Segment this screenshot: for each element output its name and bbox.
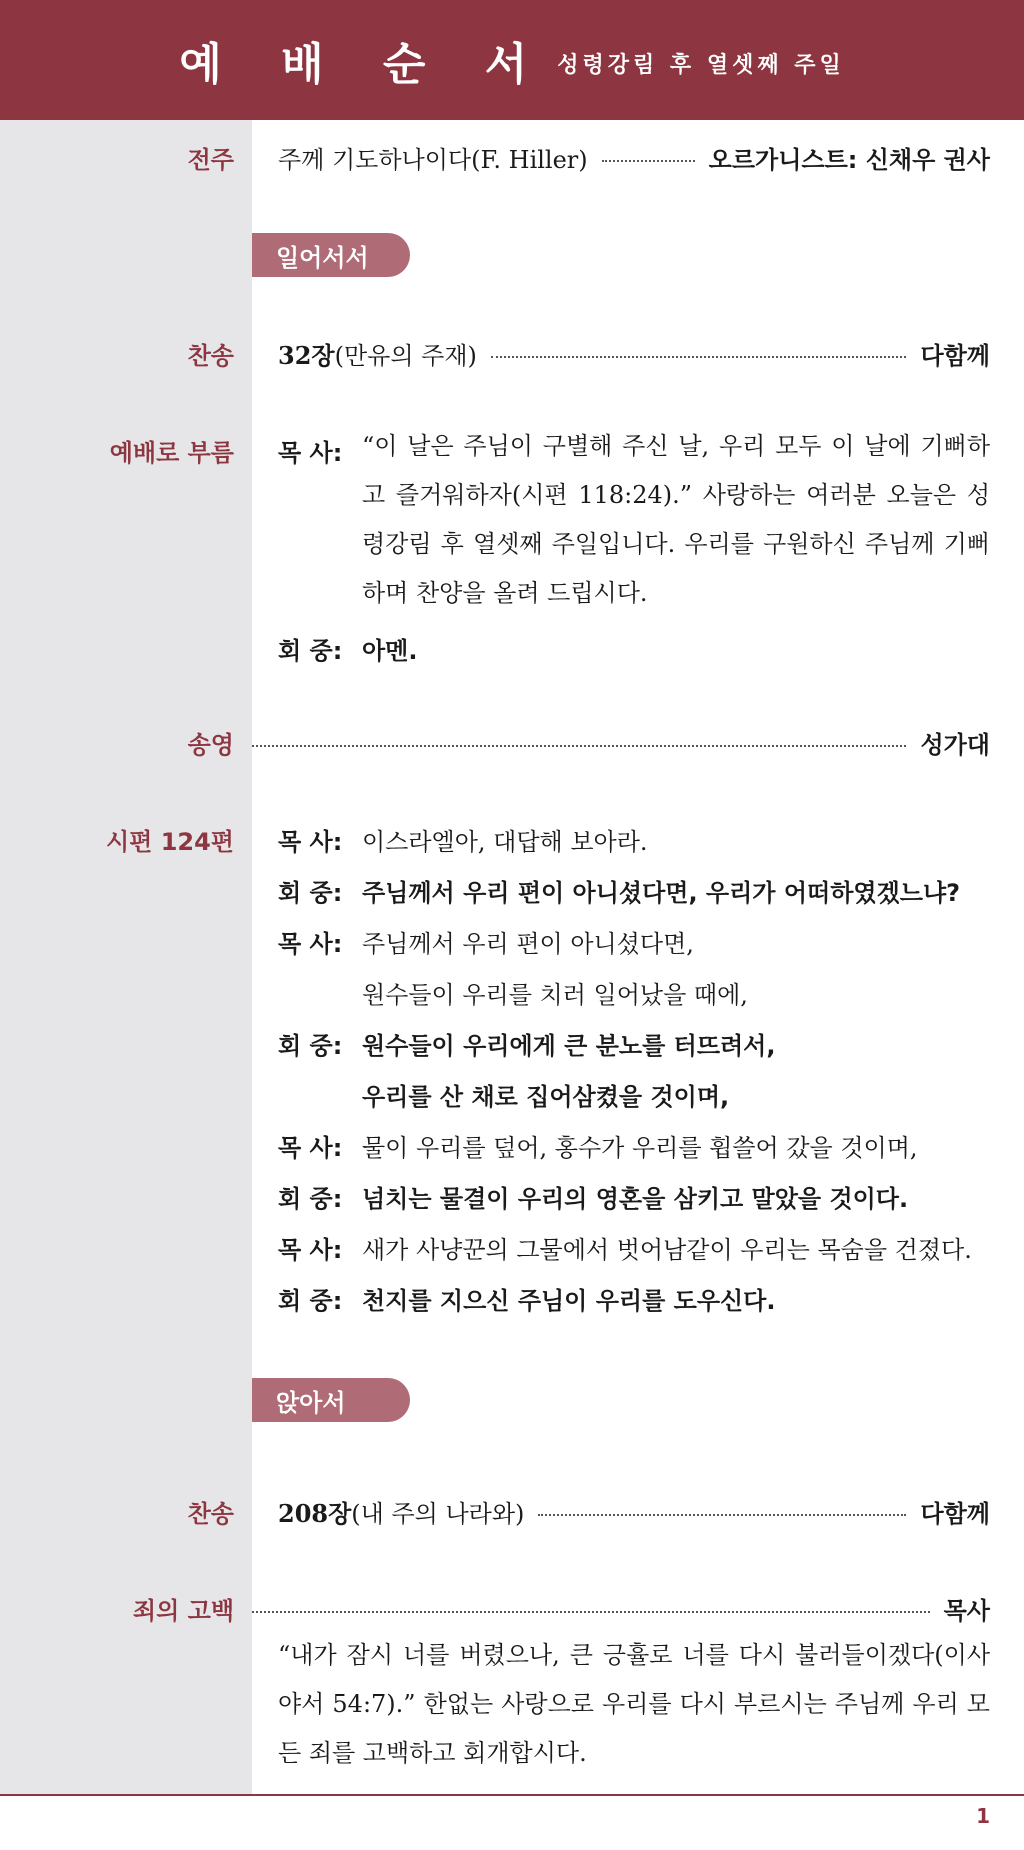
- dot-leader: [252, 745, 906, 747]
- anthem-row: [252, 725, 990, 760]
- psalm-line: 이스라엘아, 대답해 보아라.: [362, 828, 648, 856]
- psalm-line: 물이 우리를 덮어, 홍수가 우리를 휩쓸어 갔을 것이며,: [362, 1134, 918, 1162]
- psalm-line: 원수들이 우리에게 큰 분노를 터뜨려서,: [362, 1032, 776, 1060]
- hymn2-row: [278, 1494, 990, 1529]
- psalm-speaker: 목 사:: [278, 828, 343, 856]
- prelude-text: 주께 기도하나이다(F. Hiller): [278, 146, 588, 174]
- hymn1-title: (만유의 주재): [334, 342, 477, 370]
- call-congregation-speaker: 회 중:: [278, 637, 343, 665]
- psalm-line: 원수들이 우리를 치러 일어났을 때에,: [362, 981, 748, 1009]
- hymn2-title: (내 주의 나라와): [351, 1500, 525, 1528]
- psalm-speaker: 회 중:: [278, 1287, 343, 1315]
- sit-badge: 앉아서: [252, 1378, 410, 1422]
- anthem-performer: 성가대: [920, 731, 990, 759]
- anthem-label: 송영: [187, 731, 234, 759]
- stand-badge: 일어서서: [252, 233, 410, 277]
- confession-label: 죄의 고백: [132, 1597, 234, 1625]
- hymn2-label: 찬송: [187, 1500, 234, 1528]
- dot-leader: [602, 160, 695, 162]
- psalm-line: 주님께서 우리 편이 아니셨다면,: [362, 930, 694, 958]
- confession-leader: 목사: [943, 1597, 990, 1625]
- page-subtitle: 성령강림 후 열셋째 주일: [557, 52, 845, 78]
- hymn1-performer: 다함께: [920, 342, 990, 370]
- dot-leader: [252, 1611, 930, 1613]
- prelude-label: 전주: [187, 146, 234, 174]
- psalm-speaker: 목 사:: [278, 930, 343, 958]
- confession-text: “내가 잠시 너를 버렸으나, 큰 긍휼로 너를 다시 불러들이겠다(이사야서 54:7).” 한없는 사랑으로 우리를 다시 부르시는 주님께 우리 모든 죄를 고백하고 회개합시다.: [278, 1641, 990, 1767]
- psalm-label: 시편 124편: [105, 828, 234, 856]
- label-column: [0, 120, 252, 1794]
- psalm-speaker: 목 사:: [278, 1134, 343, 1162]
- call-pastor-speaker: 목 사:: [278, 439, 343, 467]
- psalm-line: 넘치는 물결이 우리의 영혼을 삼키고 말았을 것이다.: [362, 1185, 909, 1213]
- psalm-speaker: 회 중:: [278, 1185, 343, 1213]
- prelude-row: [278, 140, 990, 175]
- page-number: 1: [976, 1804, 990, 1828]
- psalm-line: 천지를 지으신 주님이 우리를 도우신다.: [362, 1287, 776, 1315]
- hymn1-number: 32장: [278, 341, 335, 370]
- psalm-line: 주님께서 우리 편이 아니셨다면, 우리가 어떠하였겠느냐?: [362, 879, 961, 907]
- confession-row: [252, 1591, 990, 1626]
- dot-leader: [538, 1514, 906, 1516]
- call-label: 예배로 부름: [109, 439, 234, 467]
- page-title: 예 배 순 서: [179, 39, 550, 90]
- dot-leader: [491, 356, 907, 358]
- call-pastor-text: “이 날은 주님이 구별해 주신 날, 우리 모두 이 날에 기뻐하고 즐거워하자(시편 118:24).” 사랑하는 여러분 오늘은 성령강림 후 열셋째 주일입니다. 우리를 구원하신 주님께 기뻐하며 찬양을 올려 드립시다.: [362, 432, 990, 607]
- call-congregation-text: 아멘.: [362, 637, 418, 665]
- footer-rule: [0, 1794, 1024, 1796]
- hymn2-number: 208장: [278, 1499, 352, 1528]
- prelude-performer: 오르가니스트: 신채우 권사: [708, 146, 990, 174]
- hymn1-label: 찬송: [187, 342, 234, 370]
- page-header: [0, 0, 1024, 120]
- psalm-line: 우리를 산 채로 집어삼켰을 것이며,: [362, 1083, 730, 1111]
- hymn2-performer: 다함께: [920, 1500, 990, 1528]
- psalm-speaker: 회 중:: [278, 879, 343, 907]
- psalm-speaker: 회 중:: [278, 1032, 343, 1060]
- psalm-speaker: 목 사:: [278, 1236, 343, 1264]
- psalm-line: 새가 사냥꾼의 그물에서 벗어남같이 우리는 목숨을 건졌다.: [362, 1236, 972, 1264]
- hymn1-row: [278, 336, 990, 371]
